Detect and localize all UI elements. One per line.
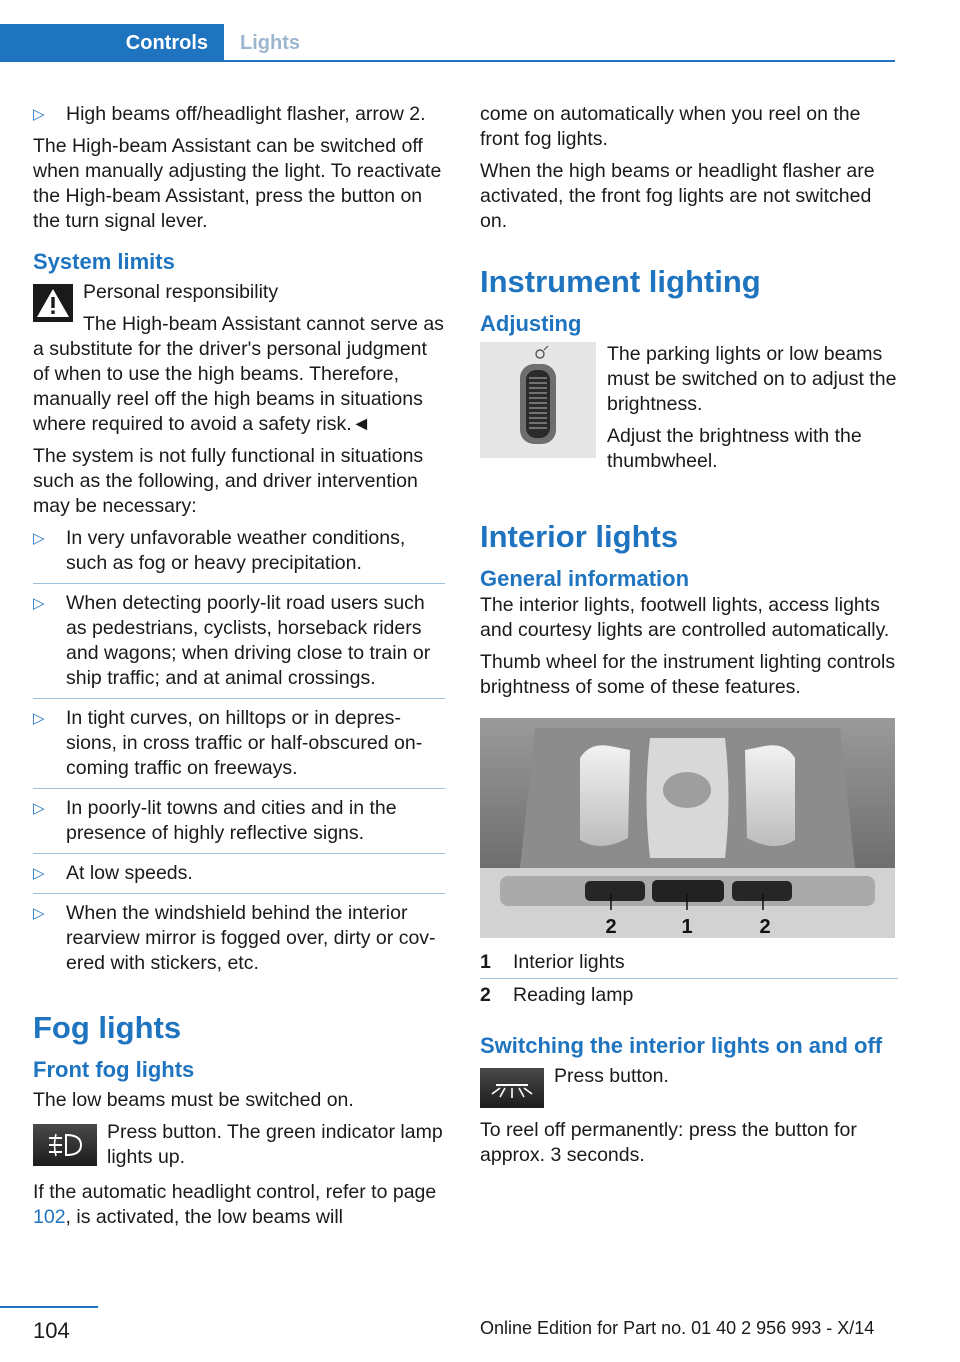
heading-front-fog-lights: Front fog lights bbox=[33, 1057, 195, 1082]
limits-list bbox=[33, 526, 445, 976]
list-item: ▷ High beams off/headlight flasher, arrow 2. bbox=[33, 103, 426, 125]
right-column bbox=[480, 102, 898, 1175]
photo-label: 2 bbox=[605, 916, 617, 938]
photo-label: 1 bbox=[681, 916, 693, 938]
heading-instrument-lighting: Instrument lighting bbox=[480, 264, 761, 299]
interior-lights-photo bbox=[480, 718, 895, 938]
triangle-bullet-icon: ▷ bbox=[33, 710, 45, 727]
heading-adjusting: Adjusting bbox=[480, 311, 582, 336]
legend-item: 2 Reading lamp bbox=[480, 984, 634, 1006]
list-item: ▷ When the windshield behind the interior rearview mirror is fogged over, dirty or covered with stickers, etc. bbox=[33, 902, 436, 974]
interior-light-button-icon bbox=[480, 1068, 544, 1108]
list-item: ▷ In tight curves, on hilltops or in depressions, in cross traffic or half-obscured oncoming traffic on freeways. bbox=[33, 707, 423, 779]
paragraph-auto-headlight: If the automatic headlight control, refer to page 102, is activated, the low beams will bbox=[33, 1181, 437, 1228]
fog-button-row bbox=[33, 1120, 445, 1170]
general-text-2: Thumb wheel for the instrument lighting controls brightness of some of these features. bbox=[480, 651, 896, 698]
heading-general-information: General information bbox=[480, 566, 690, 591]
legend-list bbox=[480, 950, 898, 1008]
warning-block bbox=[33, 280, 445, 326]
paragraph-continued: come on automatically when you reel on the front fog lights. bbox=[480, 103, 861, 150]
heading-switching: Switching the interior lights on and off bbox=[480, 1033, 883, 1058]
paragraph-limits: The system is not fully functional in situations such as the following, and driver intervention may be necessary: bbox=[33, 445, 424, 517]
triangle-bullet-icon: ▷ bbox=[33, 800, 45, 817]
triangle-bullet-icon: ▷ bbox=[33, 106, 45, 123]
paragraph-low-beams: The low beams must be switched on. bbox=[33, 1089, 354, 1111]
fog-light-button-icon bbox=[33, 1124, 97, 1166]
switch-press-text: Press button. bbox=[554, 1065, 669, 1087]
page-number: 104 bbox=[33, 1318, 70, 1343]
heading-system-limits: System limits bbox=[33, 249, 175, 274]
switch-button-row bbox=[480, 1064, 898, 1108]
page-link[interactable]: 102 bbox=[33, 1206, 66, 1228]
adjusting-row bbox=[480, 342, 898, 481]
list-item: ▷ In very unfavorable weather conditions, such as fog or heavy precipitation. bbox=[33, 527, 406, 574]
list-item: ▷ When detecting poorly-lit road users such as pedestrians, cyclists, horseback riders and wagons; when driving close to train or ship traffic; and at animal crossings. bbox=[33, 592, 431, 689]
switch-off-text: To reel off permanently: press the button for approx. 3 seconds. bbox=[480, 1119, 857, 1166]
legend-item: 1 Interior lights bbox=[480, 951, 625, 973]
general-text-1: The interior lights, footwell lights, access lights and courtesy lights are controlled automatically. bbox=[480, 594, 890, 641]
page-header bbox=[0, 24, 895, 62]
triangle-bullet-icon: ▷ bbox=[33, 530, 45, 547]
photo-label: 2 bbox=[759, 916, 771, 938]
footer-line bbox=[0, 1306, 98, 1308]
heading-interior-lights: Interior lights bbox=[480, 519, 679, 554]
edition-text: Online Edition for Part no. 01 40 2 956 993 - X/14 bbox=[480, 1318, 875, 1338]
adjusting-text-1: The parking lights or low beams must be switched on to adjust the brightness. bbox=[607, 343, 897, 415]
warning-triangle-icon bbox=[33, 284, 73, 322]
warning-text: The High-beam Assistant cannot serve as a substitute for the driver's personal judgment of when to use the high beams. Therefore, manually reel off the high beams in situations where required to avoid a safety risk.◄ bbox=[33, 313, 444, 435]
triangle-bullet-icon: ▷ bbox=[33, 865, 45, 882]
left-column bbox=[33, 102, 445, 1237]
tab-controls[interactable]: Controls bbox=[0, 24, 224, 62]
list-item: ▷ In poorly-lit towns and cities and in the presence of highly reflective signs. bbox=[33, 797, 397, 844]
adjusting-text-2: Adjust the brightness with the thumbwheel. bbox=[607, 425, 862, 472]
warning-title: Personal responsibility bbox=[83, 281, 279, 303]
triangle-bullet-icon: ▷ bbox=[33, 595, 45, 612]
fog-press-text: Press button. The green indicator lamp lights up. bbox=[107, 1121, 443, 1168]
paragraph-hba: The High-beam Assistant can be switched off when manually adjusting the light. To reactivate the High-beam Assistant, press the button on the turn signal lever. bbox=[33, 135, 442, 232]
triangle-bullet-icon: ▷ bbox=[33, 905, 45, 922]
list-item: ▷ At low speeds. bbox=[33, 862, 193, 884]
paragraph-high-beams: When the high beams or headlight flasher are activated, the front fog lights are not switched on. bbox=[480, 160, 875, 232]
thumbwheel-image bbox=[480, 342, 596, 458]
tab-lights[interactable]: Lights bbox=[240, 31, 300, 54]
heading-fog-lights: Fog lights bbox=[33, 1010, 182, 1045]
